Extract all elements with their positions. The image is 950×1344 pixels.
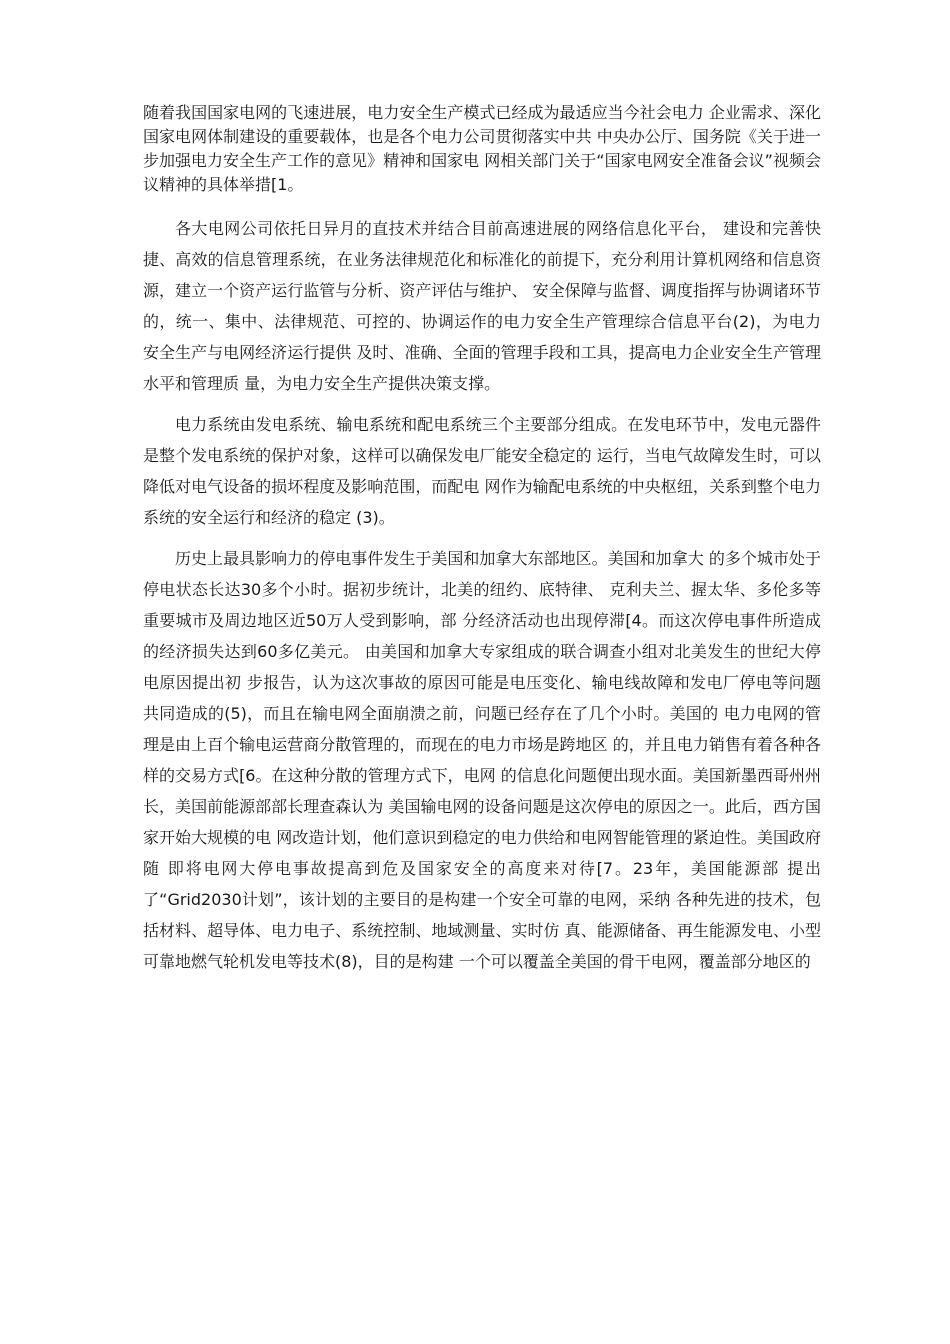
paragraph-3: 电力系统由发电系统、输电系统和配电系统三个主要部分组成。在发电环节中，发电元器件是整个发电系统的保护对象，这样可以确保发电厂能安全稳定的 运行，当电气故障发生时，可以降低对电气设备的损坏程度及影响范围，而配电 网作为输配电系统的中央枢纽，关系到整个电力系统的安全运行和经济的稳定 (3)。 — [143, 415, 821, 527]
paragraph-2: 各大电网公司依托日异月的直技术并结合目前高速进展的网络信息化平台， 建设和完善快捷、高效的信息管理系统，在业务法律规范化和标准化的前提下，充分利用计算机网络和信息资源，建立一个资产运行监管与分析、资产评估与维护、 安全保障与监督、调度指挥与协调诸环节的，统一、集中、法律规范、可控的、协调运作的电力安全生产管理综合信息平台(2)，为电力安全生产与电网经济运行提供 及时、准确、全面的管理手段和工具，提高电力企业安全生产管理水平和管理质 量，为电力安全生产提供决策支撑。 — [143, 219, 821, 393]
document-body — [143, 101, 821, 987]
paragraph-1: 随着我国国家电网的飞速进展，电力安全生产模式已经成为最适应当今社会电力 企业需求、深化国家电网体制建设的重要载体，也是各个电力公司贯彻落实中共 中央办公厅、国务院《关于进一步加强电力安全生产工作的意见》精神和国家电 网相关部门关于“国家电网安全准备会议”视频会议精神的具体举措[1。 — [143, 103, 821, 194]
paragraph-4: 历史上最具影响力的停电事件发生于美国和加拿大东部地区。美国和加拿大 的多个城市处于停电状态长达30多个小时。据初步统计，北美的纽约、底特律、 克利夫兰、握太华、多伦多等重要城市及周边地区近50万人受到影响，部 分经济活动也出现停滞[4。而这次停电事件所造成的经济损失达到60多亿美元。 由美国和加拿大专家组成的联合调查小组对北美发生的世纪大停电原因提出初 步报告，认为这次事故的原因可能是电压变化、输电线故障和发电厂停电等问题 共同造成的(5)，而且在输电网全面崩溃之前，问题已经存在了几个小时。美国的 电力电网的管理是由上百个输电运营商分散管理的，而现在的电力市场是跨地区 的，并且电力销售有着各种各样的交易方式[6。在这种分散的管理方式下，电网 的信息化问题便出现水面。美国新墨西哥州州长，美国前能源部部长理查森认为 美国输电网的设备问题是这次停电的原因之一。此后，西方国家开始大规模的电 网改造计划，他们意识到稳定的电力供给和电网智能管理的紧迫性。美国政府随 即将电网大停电事故提高到危及国家安全的高度来对待[7。23年，美国能源部 提出了“Grid2030计划”，该计划的主要目的是构建一个安全可靠的电网，采纳 各种先进的技术，包括材料、超导体、电力电子、系统控制、地域测量、实时仿 真、能源储备、再生能源发电、小型可靠地燃气轮机发电等技术(8)，目的是构建 一个可以覆盖全美国的骨干电网，覆盖部分地区的 — [143, 549, 821, 971]
